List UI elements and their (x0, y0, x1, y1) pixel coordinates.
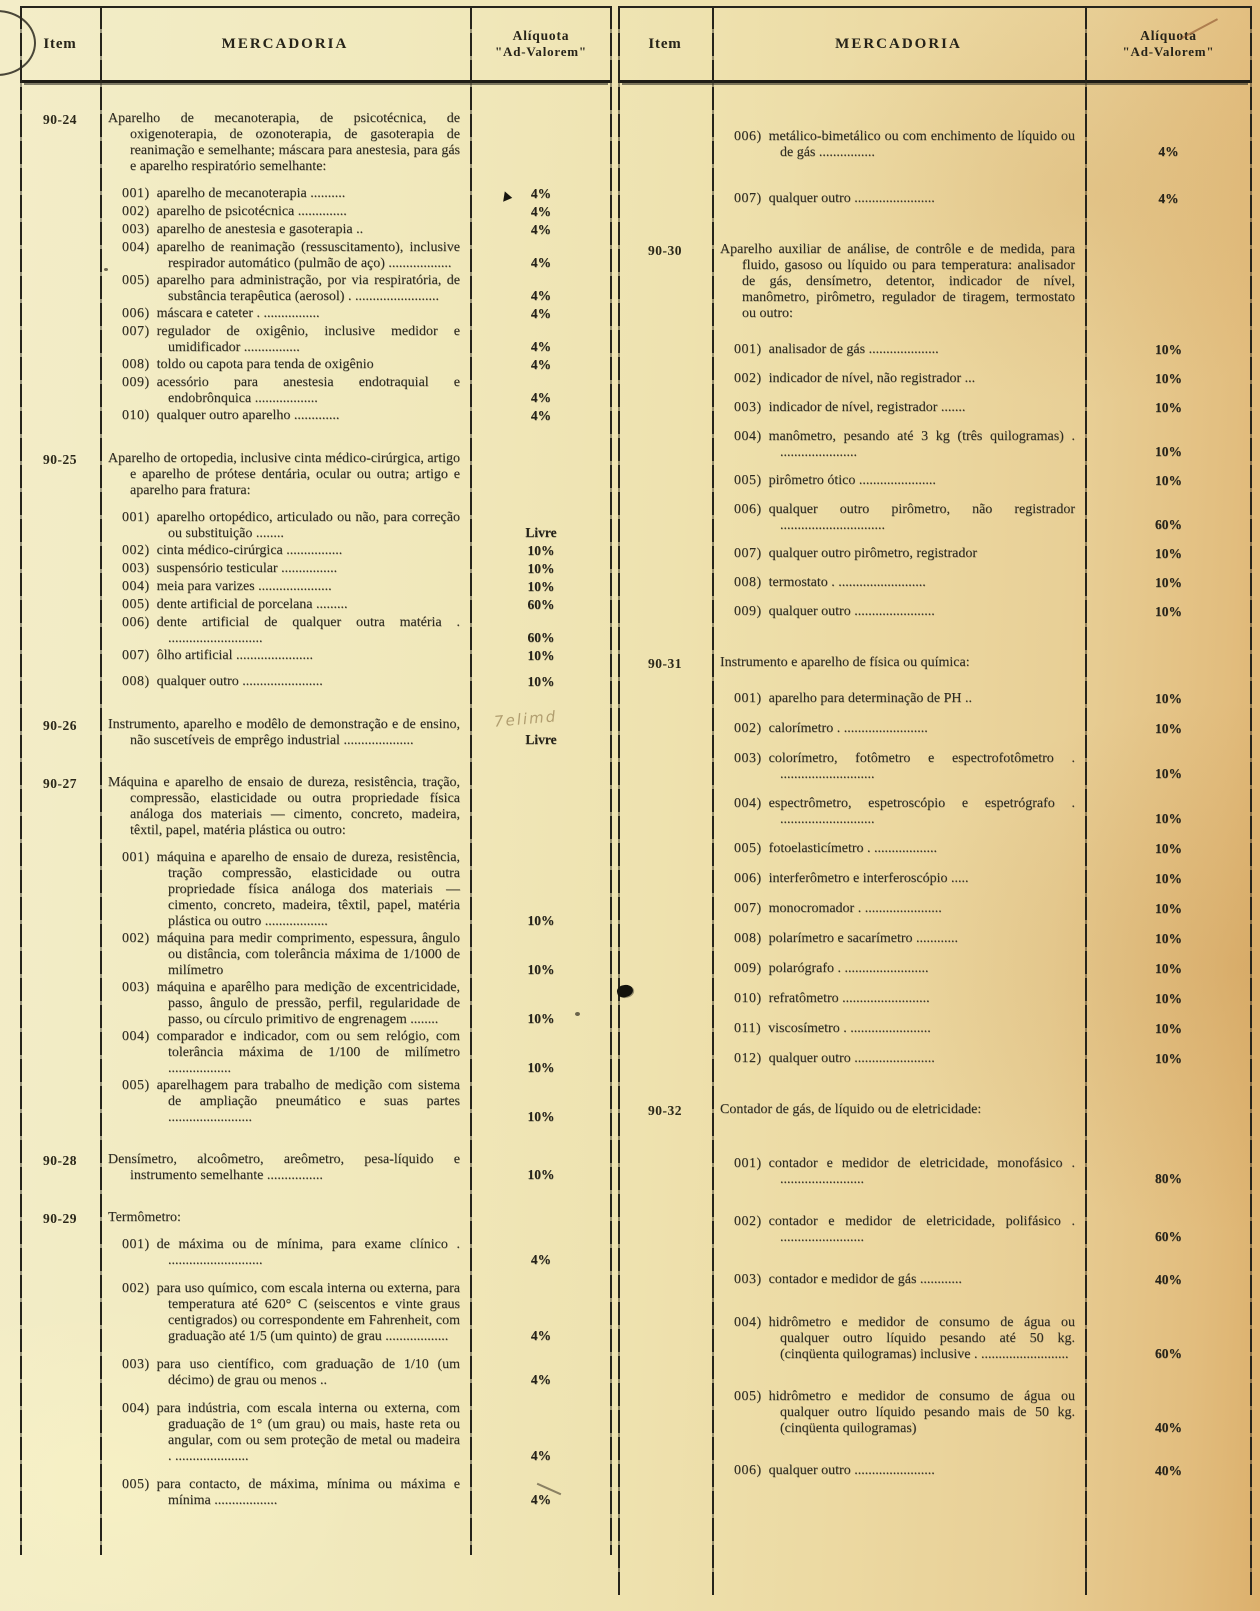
entry-description: Aparelho de ortopedia, inclusive cinta médico-cirúrgica, artigo e aparelho de prótese dentária, ocular ou outra; artigo e aparelho para fratura: (108, 451, 460, 498)
rate-value: 4% (530, 222, 552, 237)
subitem-row (712, 191, 1252, 208)
rate-value: 10% (1155, 691, 1182, 706)
subitem-description: 002) para uso químico, com escala interna ou externa, para temperatura até 620° C (seiscentos e vinte graus centigrados) ou correspondente em Fahrenheit, com graduação até 1/5 (um quinto) de grau .................. (122, 1281, 460, 1344)
subitem-row (712, 502, 1252, 534)
table-border-left (618, 6, 620, 1595)
subitem-number: 003) (122, 561, 150, 576)
subitem-number: 007) (734, 191, 762, 206)
subitem-row (100, 186, 612, 206)
rate-value: 10% (1155, 841, 1182, 856)
subitem-row (712, 796, 1252, 828)
header-aliquota-line1: Alíquota (512, 28, 570, 43)
rate-value (470, 1210, 612, 1226)
subitem-description: 010) qualquer outro aparelho ............. (122, 408, 340, 423)
subitem-number: 004) (122, 1401, 150, 1416)
rate-value: 4% (530, 255, 552, 270)
rate-value (470, 111, 612, 175)
rate-value: 10% (1155, 991, 1182, 1006)
subitem-number: 003) (734, 751, 762, 766)
subitem-row (100, 240, 612, 272)
rate-value: 4% (530, 390, 552, 405)
subitem-row (712, 1214, 1252, 1246)
rate-value: 10% (527, 648, 555, 663)
subitem-description: 003) para uso científico, com graduação de 1/10 (um décimo) de grau ou menos .. (122, 1357, 460, 1388)
entry-heading-row (100, 1152, 612, 1184)
subitem-number: 002) (734, 1214, 762, 1229)
rate-value: 4% (530, 339, 552, 354)
subitem-description: 007) regulador de oxigênio, inclusive medidor e umidificador ................ (122, 324, 460, 355)
rate-value: Livre (525, 732, 557, 747)
entry-description: Instrumento e aparelho de física ou química: (720, 655, 970, 670)
subitem-description: 004) manômetro, pesando até 3 kg (três quilogramas) . ...................... (734, 429, 1075, 460)
rate-value: 4% (530, 1372, 552, 1387)
subitem-number: 010) (122, 408, 150, 423)
entry-heading-row (712, 242, 1252, 322)
subitem-number: 005) (734, 1389, 762, 1404)
subitem-description: 007) ôlho artificial ...................... (122, 648, 313, 663)
subitem-description: 001) contador e medidor de eletricidade, monofásico . ........................ (734, 1156, 1075, 1187)
subitem-description: 002) contador e medidor de eletricidade, polifásico . ........................ (734, 1214, 1075, 1245)
rate-column-rule (1085, 6, 1087, 1595)
subitem-description: 005) para contacto, de máxima, mínima ou máxima e mínima .................. (122, 1477, 460, 1508)
subitem-description: 005) dente artificial de porcelana ......... (122, 597, 348, 612)
subitem-row (100, 1357, 612, 1389)
subitem-number: 003) (734, 400, 762, 415)
tariff-entry (20, 111, 612, 425)
subitem-row (712, 691, 1252, 708)
subitem-description: 004) aparelho de reanimação (ressuscitamento), inclusive respirador automático (pulmão de aço) .................. (122, 240, 460, 271)
subitem-number: 009) (734, 961, 762, 976)
subitem-description: 008) polarímetro e sacarímetro ............ (734, 931, 958, 946)
rate-value: 10% (527, 543, 555, 558)
subitem-row (100, 306, 612, 323)
rate-value (470, 775, 612, 839)
subitem-row (100, 357, 612, 374)
item-column-rule (100, 6, 102, 1555)
item-number: 90-29 (43, 1211, 77, 1226)
subitem-row (712, 991, 1252, 1008)
subitem-description: 007) qualquer outro ....................... (734, 191, 935, 206)
rate-value: 80% (1155, 1171, 1182, 1186)
subitem-number: 003) (734, 1272, 762, 1287)
subitem-number: 002) (122, 204, 150, 219)
subitem-description: 002) aparelho de psicotécnica .............. (122, 204, 347, 219)
subitem-row (712, 400, 1252, 417)
subitem-number: 007) (122, 648, 150, 663)
entry-heading-row (712, 655, 1252, 671)
tariff-entry (20, 1210, 612, 1509)
subitem-row (712, 546, 1252, 563)
subitem-number: 002) (734, 721, 762, 736)
subitem-row (100, 1281, 612, 1345)
subitem-row (712, 1463, 1252, 1480)
rate-value: 4% (530, 1448, 552, 1463)
subitem-description: 005) aparelho para administração, por via respiratória, de substância terapêutica (aerosol) . ........................ (122, 273, 460, 304)
rate-value: 10% (527, 674, 555, 689)
rate-value (1085, 242, 1252, 322)
subitem-number: 001) (734, 691, 762, 706)
subitem-row (712, 961, 1252, 978)
subitem-row (100, 980, 612, 1028)
table-border-right (610, 6, 612, 1555)
rate-value: 4% (530, 1252, 552, 1267)
subitem-number: 009) (734, 604, 762, 619)
subitem-number: 001) (122, 850, 150, 865)
rate-value (1085, 1102, 1252, 1118)
subitem-description: 012) qualquer outro ....................... (734, 1051, 935, 1066)
subitem-row (712, 575, 1252, 592)
rate-value: 10% (1155, 604, 1182, 619)
subitem-row (100, 597, 612, 614)
rate-value: 60% (1155, 517, 1182, 532)
entry-description: Densímetro, alcoômetro, areômetro, pesa-líquido e instrumento semelhante ................ (108, 1152, 460, 1183)
entry-heading-row (712, 1102, 1252, 1118)
rate-value: 4% (530, 357, 552, 372)
subitem-row (100, 324, 612, 356)
header-aliquota (1085, 28, 1252, 60)
rate-value: 10% (1155, 575, 1182, 590)
rate-value: 4% (1158, 191, 1179, 206)
rate-value: 10% (1155, 811, 1182, 826)
subitem-description: 009) acessório para anestesia endotraquial e endobrônquica .................. (122, 375, 460, 406)
subitem-row (712, 721, 1252, 738)
rate-value: 4% (530, 204, 552, 219)
subitem-description: 009) polarógrafo . ........................ (734, 961, 929, 976)
subitem-number: 005) (122, 597, 150, 612)
subitem-row (712, 1315, 1252, 1363)
rate-value: 60% (1155, 1229, 1182, 1244)
subitem-row (100, 222, 612, 239)
rate-value: 4% (530, 1492, 552, 1507)
subitem-row (712, 751, 1252, 783)
subitem-number: 004) (734, 796, 762, 811)
subitem-description: 006) qualquer outro pirômetro, não registrador .............................. (734, 502, 1075, 533)
subitem-description: 004) espectrômetro, espetroscópio e espetrógrafo . ........................... (734, 796, 1075, 827)
entry-description: Aparelho auxiliar de análise, de contrôle e de medida, para fluido, gasoso ou líquido ou para temperatura: analisador de gás, densímetro, detentor, indicador de nível, manômetro, pirômetro, regulador de tiragem, termostato ou outro: (720, 242, 1075, 321)
subitem-description: 003) colorímetro, fotômetro e espectrofotômetro . ........................... (734, 751, 1075, 782)
subitem-number: 003) (122, 980, 150, 995)
subitem-description: 006) metálico-bimetálico ou com enchimento de líquido ou de gás ................ (734, 129, 1075, 160)
rate-value: 4% (530, 306, 552, 321)
subitem-number: 004) (122, 240, 150, 255)
subitem-row (712, 1389, 1252, 1437)
entry-description: Máquina e aparelho de ensaio de dureza, resistência, tração, compressão, elasticidade ou outra propriedade física análoga dos materiais — cimento, concreto, madeira, têxtil, papel, matéria plástica ou outro: (108, 775, 460, 838)
subitem-number: 003) (122, 222, 150, 237)
subitem-row (100, 408, 612, 425)
subitem-number: 001) (734, 342, 762, 357)
tariff-table-right (618, 6, 1252, 1595)
tariff-entry (20, 451, 612, 691)
subitem-description: 007) qualquer outro pirômetro, registrador (734, 546, 978, 561)
subitem-row (712, 429, 1252, 461)
subitem-number: 011) (734, 1021, 762, 1036)
subitem-description: 008) toldo ou capota para tenda de oxigênio (122, 357, 374, 372)
header-aliquota-line2: "Ad-Valorem" (1122, 44, 1215, 59)
entry-heading-row (100, 451, 612, 499)
rate-value: 4% (1158, 144, 1179, 159)
subitem-row (100, 561, 612, 578)
subitem-number: 005) (122, 1477, 150, 1492)
subitem-number: 004) (734, 1315, 762, 1330)
rate-value (1085, 655, 1252, 671)
subitem-description: 001) máquina e aparelho de ensaio de dureza, resistência, tração compressão, elasticidade ou outra propriedade física análoga dos materiais — cimento, concreto, madeira, têxtil, papel, matéria plástica ou outro .................. (122, 850, 460, 929)
subitem-description: 004) para indústria, com escala interna ou externa, com graduação de 1° (um grau) ou mais, haste reta ou angular, com ou sem proteção de metal ou madeira . ..................... (122, 1401, 460, 1464)
subitem-number: 006) (734, 1463, 762, 1478)
item-number: 90-32 (648, 1103, 682, 1118)
subitem-number: 001) (122, 186, 150, 201)
subitem-description: 001) aparelho para determinação de PH .. (734, 691, 972, 706)
subitem-description: 005) aparelhagem para trabalho de medição com sistema de ampliação pneumático e suas partes ........................ (122, 1078, 460, 1125)
header-aliquota-line1: Alíquota (1140, 28, 1197, 43)
subitem-row (712, 604, 1252, 621)
rate-value: 10% (1155, 400, 1182, 415)
rate-value: 10% (1155, 1051, 1182, 1066)
subitem-row (100, 204, 612, 221)
rate-value: 10% (527, 579, 555, 594)
rate-value: 10% (1155, 371, 1182, 386)
subitem-number: 008) (122, 357, 150, 372)
subitem-description: 002) indicador de nível, não registrador ... (734, 371, 976, 386)
entry-description: Instrumento, aparelho e modêlo de demonstração e de ensino, não suscetíveis de emprêgo industrial .................... (108, 717, 460, 748)
subitem-row (712, 371, 1252, 388)
rate-value: 60% (1155, 1346, 1182, 1361)
subitem-number: 008) (734, 575, 762, 590)
rate-value: 4% (530, 186, 552, 201)
subitem-description: 001) analisador de gás .................... (734, 342, 939, 357)
rate-value: 10% (527, 962, 555, 977)
subitem-number: 007) (734, 901, 762, 916)
subitem-description: 011) viscosímetro . ....................... (734, 1021, 931, 1036)
tariff-table-left (20, 6, 612, 1555)
subitem-description: 004) hidrômetro e medidor de consumo de água ou qualquer outro líquido pesando até 50 kg. (cinqüenta quilogramas) inclusive . ......................... (734, 1315, 1075, 1362)
item-column-rule (712, 6, 714, 1595)
entry-description: Aparelho de mecanoterapia, de psicotécnica, de oxigenoterapia, de ozonoterapia, de gasoterapia de reanimação e semelhante; máscara para anestesia, para gás e aparelho respiratório semelhante: (108, 111, 460, 174)
subitem-number: 001) (734, 1156, 762, 1171)
subitem-row (100, 1477, 612, 1509)
subitem-row (100, 1078, 612, 1126)
subitem-row (712, 841, 1252, 858)
rate-value: 10% (527, 913, 555, 928)
rate-value: 60% (527, 597, 555, 612)
subitem-description: 008) termostato . ......................... (734, 575, 926, 590)
subitem-description: 002) calorímetro . ........................ (734, 721, 928, 736)
subitem-description: 003) indicador de nível, registrador ....... (734, 400, 966, 415)
subitem-number: 004) (122, 1029, 150, 1044)
subitem-description: 002) cinta médico-cirúrgica ................ (122, 543, 343, 558)
subitem-number: 004) (734, 429, 762, 444)
rate-value: 10% (1155, 342, 1182, 357)
subitem-number: 005) (734, 473, 762, 488)
subitem-number: 006) (122, 306, 150, 321)
subitem-number: 005) (122, 1078, 150, 1093)
subitem-row (712, 129, 1252, 161)
subitem-description: 003) aparelho de anestesia e gasoterapia .. (122, 222, 364, 237)
subitem-number: 010) (734, 991, 762, 1006)
rate-column-rule (470, 6, 472, 1555)
subitem-row (712, 1021, 1252, 1038)
subitem-number: 002) (734, 371, 762, 386)
subitem-row (712, 473, 1252, 490)
tariff-entry (20, 775, 612, 1126)
subitem-row (100, 615, 612, 647)
subitem-row (100, 1237, 612, 1269)
rate-value: 10% (1155, 901, 1182, 916)
header-aliquota-line2: "Ad-Valorem" (495, 44, 587, 59)
subitem-number: 006) (734, 129, 762, 144)
subitem-row (100, 543, 612, 560)
item-number: 90-27 (43, 776, 77, 791)
subitem-description: 006) dente artificial de qualquer outra matéria . ........................... (122, 615, 460, 646)
subitem-description: 009) qualquer outro ....................... (734, 604, 935, 619)
subitem-description: 004) comparador e indicador, com ou sem relógio, com tolerância máxima de 1/100 de milímetro .................. (122, 1029, 460, 1076)
subitem-number: 006) (734, 502, 762, 517)
subitem-number: 009) (122, 375, 150, 390)
rate-value: 40% (1155, 1463, 1182, 1478)
subitem-description: 001) aparelho de mecanoterapia .......... (122, 186, 346, 201)
subitem-row (100, 931, 612, 979)
subitem-description: 003) máquina e aparêlho para medição de excentricidade, passo, ângulo de pressão, perfil, regularidade de passo, ou círculo primitivo de engrenagem ........ (122, 980, 460, 1027)
rate-value: 10% (1155, 1021, 1182, 1036)
subitem-description: 003) contador e medidor de gás ............ (734, 1272, 962, 1287)
header-mercadoria: MERCADORIA (221, 35, 349, 52)
subitem-number: 002) (122, 931, 150, 946)
subitem-number: 002) (122, 1281, 150, 1296)
ink-speck (104, 268, 108, 271)
subitem-row (100, 375, 612, 407)
item-number: 90-31 (648, 656, 682, 671)
rate-value: 10% (527, 1011, 555, 1026)
subitem-number: 003) (122, 1357, 150, 1372)
rate-value: 10% (1155, 871, 1182, 886)
subitem-number: 005) (122, 273, 150, 288)
subitem-row (100, 1401, 612, 1465)
entry-heading-row (100, 775, 612, 839)
subitem-row (100, 579, 612, 596)
subitem-row (712, 1272, 1252, 1289)
subitem-row (100, 273, 612, 305)
rate-value: 40% (1155, 1420, 1182, 1435)
subitem-description: 004) meia para varizes ..................... (122, 579, 332, 594)
rate-value: 60% (527, 630, 555, 645)
subitem-row (100, 850, 612, 930)
subitem-row (712, 1051, 1252, 1068)
subitem-number: 005) (734, 841, 762, 856)
header-mercadoria: MERCADORIA (835, 35, 962, 52)
subitem-number: 012) (734, 1051, 762, 1066)
subitem-number: 001) (122, 510, 150, 525)
rate-value: 10% (1155, 444, 1182, 459)
rate-value: 10% (1155, 961, 1182, 976)
table-border-left (20, 6, 22, 1555)
subitem-description: 005) fotoelasticímetro . .................. (734, 841, 938, 856)
rate-value: 10% (1155, 546, 1182, 561)
rate-value: 4% (530, 1328, 552, 1343)
subitem-description: 006) qualquer outro ....................... (734, 1463, 935, 1478)
subitem-row (712, 1156, 1252, 1188)
header-aliquota (470, 28, 612, 60)
rate-value: 10% (527, 1060, 555, 1075)
subitem-row (712, 342, 1252, 359)
header-item: Item (43, 35, 77, 52)
subitem-description: 006) máscara e cateter . ................ (122, 306, 320, 321)
header-item: Item (648, 35, 682, 52)
subitem-number: 001) (122, 1237, 150, 1252)
tariff-entry (20, 1152, 612, 1184)
subitem-row (712, 871, 1252, 888)
subitem-description: 010) refratômetro ......................... (734, 991, 930, 1006)
ink-speck (575, 1012, 580, 1016)
item-number: 90-24 (43, 112, 77, 127)
subitem-number: 002) (122, 543, 150, 558)
entry-description: Termômetro: (108, 1210, 181, 1225)
subitem-number: 006) (734, 871, 762, 886)
subitem-number: 006) (122, 615, 150, 630)
rate-value: 4% (530, 408, 552, 423)
subitem-number: 007) (122, 324, 150, 339)
subitem-description: 002) máquina para medir comprimento, espessura, ângulo ou distância, com tolerância máxima de 1/1000 de milímetro (122, 931, 460, 978)
subitem-description: 006) interferômetro e interferoscópio ..... (734, 871, 969, 886)
rate-value: 10% (527, 1167, 555, 1182)
rate-value: 10% (527, 1109, 555, 1124)
subitem-row (100, 1029, 612, 1077)
subitem-row (712, 901, 1252, 918)
item-number: 90-25 (43, 452, 77, 467)
item-number: 90-26 (43, 718, 77, 733)
entry-heading-row (100, 111, 612, 175)
rate-value: 40% (1155, 1272, 1182, 1287)
table-border-right (1250, 6, 1252, 1595)
subitem-number: 007) (734, 546, 762, 561)
subitem-row (100, 648, 612, 665)
subitem-number: 008) (734, 931, 762, 946)
item-number: 90-30 (648, 243, 682, 258)
subitem-description: 001) de máxima ou de mínima, para exame clínico . ........................... (122, 1237, 460, 1268)
table-body-left (20, 83, 612, 1509)
subitem-row (100, 510, 612, 542)
entry-heading-row (100, 1210, 612, 1226)
rate-value: 10% (1155, 766, 1182, 781)
table-header-left (20, 6, 612, 83)
rate-value: 10% (1155, 473, 1182, 488)
rate-value: Livre (525, 525, 557, 540)
rate-value: 10% (1155, 931, 1182, 946)
subitem-description: 005) hidrômetro e medidor de consumo de água ou qualquer outro líquido pesando mais de 50 kg. (cinqüenta quilogramas) (734, 1389, 1075, 1436)
subitem-description: 003) suspensório testicular ................ (122, 561, 338, 576)
rate-value: 4% (530, 288, 552, 303)
subitem-row (712, 931, 1252, 948)
pointer-mark: ▶ (502, 187, 514, 206)
entry-description: Contador de gás, de líquido ou de eletricidade: (720, 1102, 982, 1117)
subitem-number: 008) (122, 674, 150, 689)
rate-value: 10% (1155, 721, 1182, 736)
item-number: 90-28 (43, 1153, 77, 1168)
subitem-description: 001) aparelho ortopédico, articulado ou não, para correção ou substituição ........ (122, 510, 460, 541)
handwritten-note: 7elimd (493, 707, 558, 731)
subitem-description: 008) qualquer outro ....................... (122, 674, 323, 689)
rate-value (470, 451, 612, 499)
subitem-number: 004) (122, 579, 150, 594)
subitem-description: 005) pirômetro ótico ...................... (734, 473, 936, 488)
subitem-row (100, 674, 612, 691)
rate-value: 10% (527, 561, 555, 576)
subitem-description: 007) monocromador . ...................... (734, 901, 942, 916)
